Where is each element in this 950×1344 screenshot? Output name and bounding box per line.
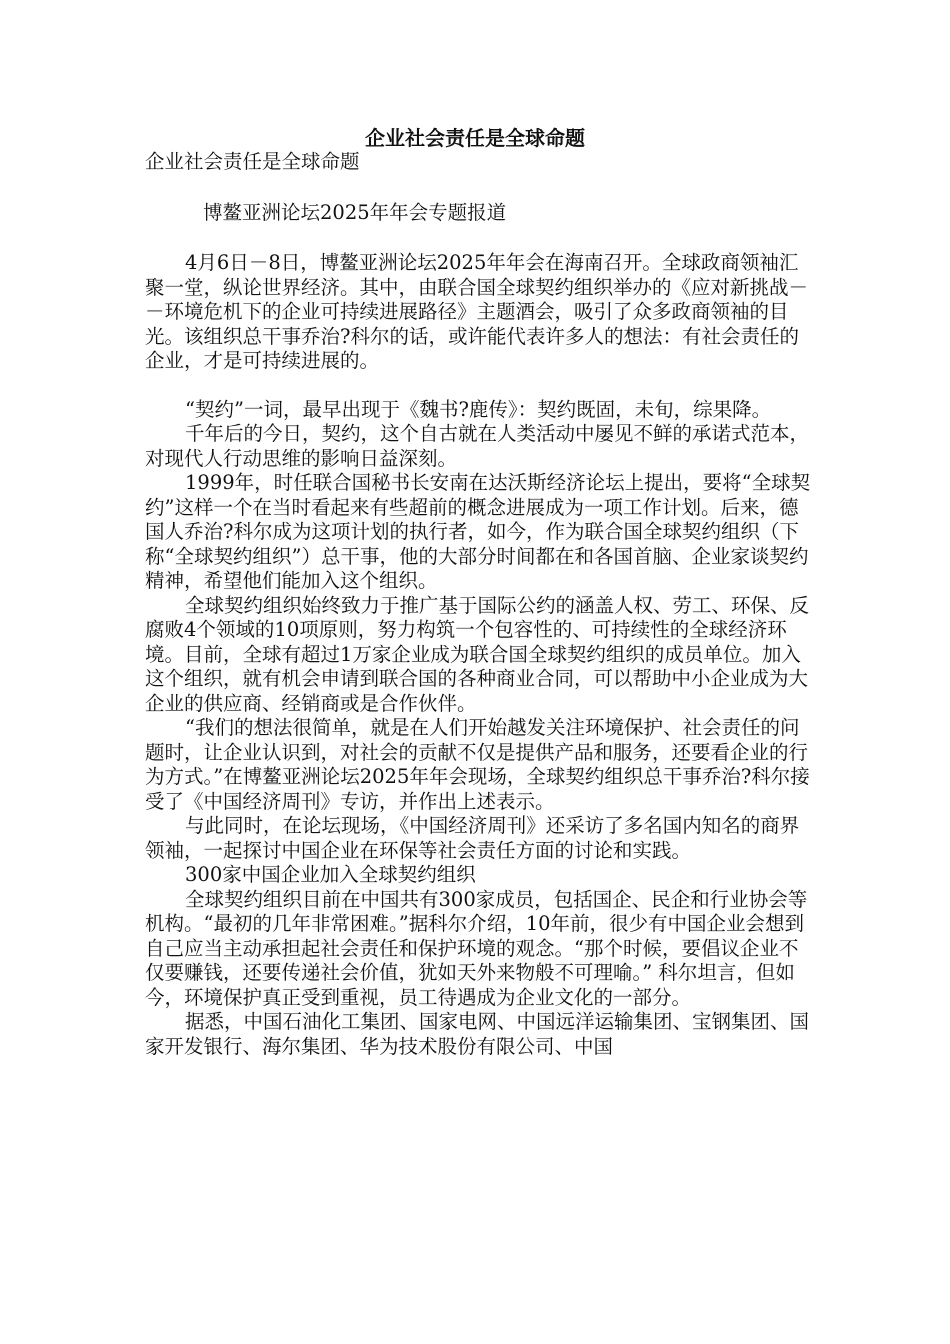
section-heading: 300家中国企业加入全球契约组织 [185, 863, 476, 886]
paragraph-6: “我们的想法很简单，就是在人们开始越发关注环境保护、社会责任的问题时，让企业认识到，对社会的贡献不仅是提供产品和服务，还要看企业的行为方式。”在博鳌亚洲论坛2025年年会现场，全球契约组织总干事乔治?科尔接受了《中国经济周刊》专访，并作出上述表示。 [145, 716, 810, 813]
paragraph-1: 4月6日－8日，博鳌亚洲论坛2025年年会在海南召开。全球政商领袖汇聚一堂，纵论世界经济。其中，由联合国全球契约组织举办的《应对新挑战－－环境危机下的企业可持续进展路径》主题酒会，吸引了众多政商领袖的目光。该组织总干事乔治?科尔的话，或许能代表许多人的想法：有社会责任的企业，才是可持续进展的。 [145, 251, 809, 372]
report-line: 博鳌亚洲论坛2025年年会专题报道 [203, 200, 507, 224]
paragraph-5: 全球契约组织始终致力于推广基于国际公约的涵盖人权、劳工、环保、反腐败4个领域的10项原则，努力构筑一个包容性的、可持续性的全球经济环境。目前，全球有超过1万家企业成为联合国全球契约组织的成员单位。加入这个组织，就有机会申请到联合国的各种商业合同，可以帮助中小企业成为大企业的供应商、经销商或是合作伙伴。 [145, 593, 810, 715]
paragraph-3: 千年后的今日，契约，这个自古就在人类活动中屡见不鲜的承诺式范本，对现代人行动思维的影响日益深刻。 [145, 422, 810, 470]
paragraph-7: 与此同时，在论坛现场，《中国经济周刊》还采访了多名国内知名的商界领袖，一起探讨中国企业在环保等社会责任方面的讨论和实践。 [145, 814, 800, 862]
paragraph-9: 据悉，中国石油化工集团、国家电网、中国远洋运输集团、宝钢集团、国家开发银行、海尔集团、华为技术股份有限公司、中国 [145, 1010, 810, 1058]
paragraph-2: “契约”一词，最早出现于《魏书?鹿传》：契约既固，未旬，综果降。 [185, 397, 772, 421]
document-subtitle: 企业社会责任是全球命题 [145, 150, 360, 173]
document-title: 企业社会责任是全球命题 [365, 126, 585, 150]
paragraph-8: 全球契约组织目前在中国共有300家成员，包括国企、民企和行业协会等机构。“最初的几年非常困难。”据科尔介绍，10年前，很少有中国企业会想到自己应当主动承担起社会责任和保护环境的观念。“那个时候，要倡议企业不仅要赚钱，还要传递社会价值，犹如天外来物般不可理喻。” 科尔坦言，但如今，环境保护真正受到重视，员工待遇成为企业文化的一部分。 [145, 887, 808, 1009]
document-body [145, 150, 815, 1059]
paragraph-4: 1999年，时任联合国秘书长安南在达沃斯经济论坛上提出，要将“全球契约”这样一个在当时看起来有些超前的概念进展成为一项工作计划。后来，德国人乔治?科尔成为这项计划的执行者，如今，作为联合国全球契约组织（下称“全球契约组织”）总干事，他的大部分时间都在和各国首脑、企业家谈契约精神，希望他们能加入这个组织。 [145, 471, 811, 592]
